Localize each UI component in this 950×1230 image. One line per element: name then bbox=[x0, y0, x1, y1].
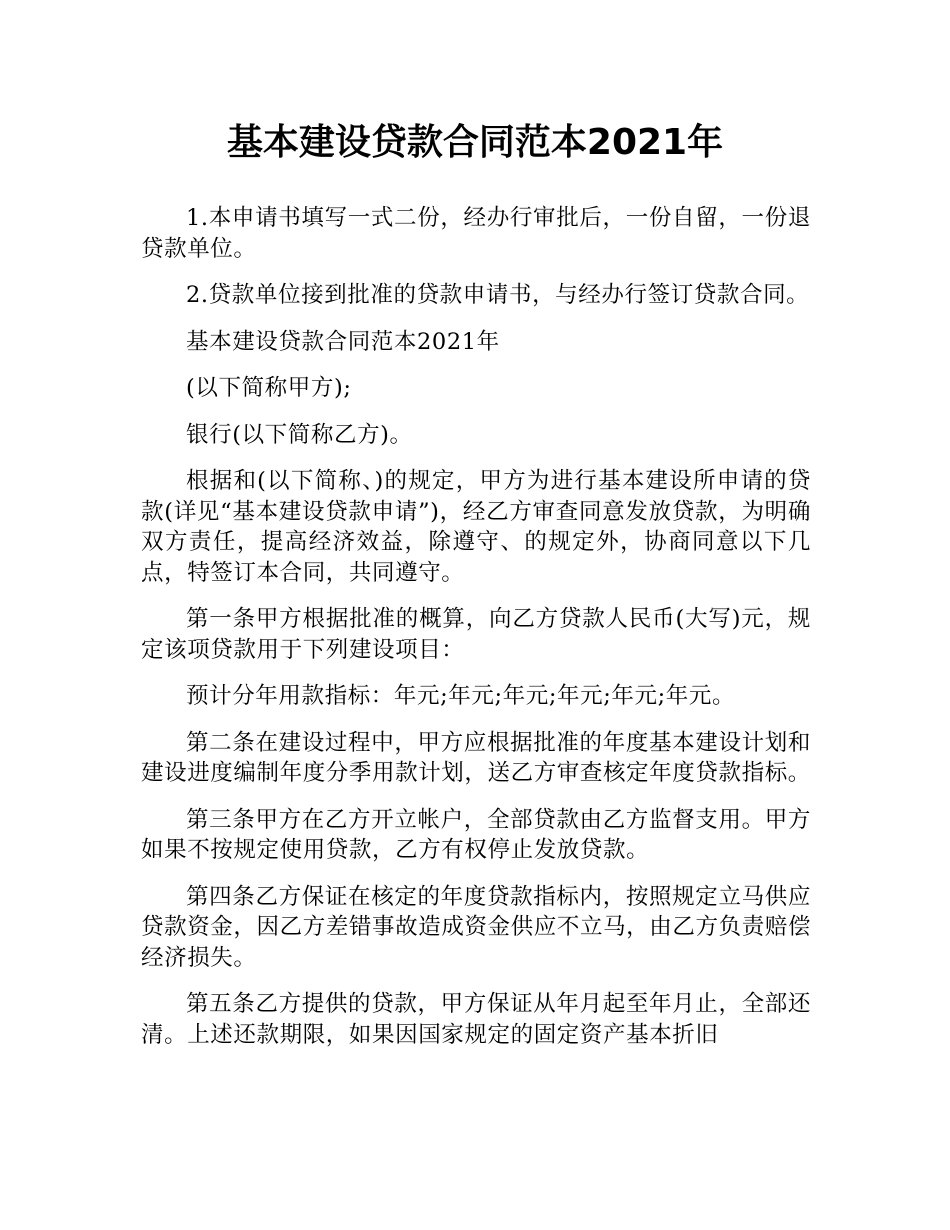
paragraph: (以下简称甲方); bbox=[186, 375, 352, 401]
paragraph: 根据和(以下简称、)的规定，甲方为进行基本建设所申请的贷款(详见“基本建设贷款申请”)，经乙方审查同意发放贷款，为明确双方责任，提高经济效益，除遵守、的规定外，协商同意以下几点，特签订本合同，共同遵守。 bbox=[141, 468, 811, 586]
document-title: 基本建设贷款合同范本2021年 bbox=[226, 122, 724, 163]
paragraph: 第五条乙方提供的贷款，甲方保证从年月起至年月止，全部还清。上述还款期限，如果因国家规定的固定资产基本折旧 bbox=[141, 991, 811, 1048]
paragraph: 第四条乙方保证在核定的年度贷款指标内，按照规定立马供应贷款资金，因乙方差错事故造成资金供应不立马，由乙方负责赔偿经济损失。 bbox=[141, 883, 811, 971]
paragraph: 第二条在建设过程中，甲方应根据批准的年度基本建设计划和建设进度编制年度分季用款计划，送乙方审查核定年度贷款指标。 bbox=[141, 729, 811, 786]
paragraph: 1.本申请书填写一式二份，经办行审批后，一份自留，一份退贷款单位。 bbox=[141, 205, 811, 262]
paragraph: 银行(以下简称乙方)。 bbox=[186, 421, 413, 448]
paragraph: 预计分年用款指标：年元;年元;年元;年元;年元;年元。 bbox=[186, 683, 736, 709]
paragraph: 2.贷款单位接到批准的贷款申请书，与经办行签订贷款合同。 bbox=[186, 282, 810, 308]
document-body bbox=[141, 203, 811, 1066]
paragraph: 第三条甲方在乙方开立帐户，全部贷款由乙方监督支用。甲方如果不按规定使用贷款，乙方有权停止发放贷款。 bbox=[141, 806, 811, 863]
paragraph: 基本建设贷款合同范本2021年 bbox=[186, 328, 500, 355]
paragraph: 第一条甲方根据批准的概算，向乙方贷款人民币(大写)元，规定该项贷款用于下列建设项目： bbox=[141, 606, 811, 663]
